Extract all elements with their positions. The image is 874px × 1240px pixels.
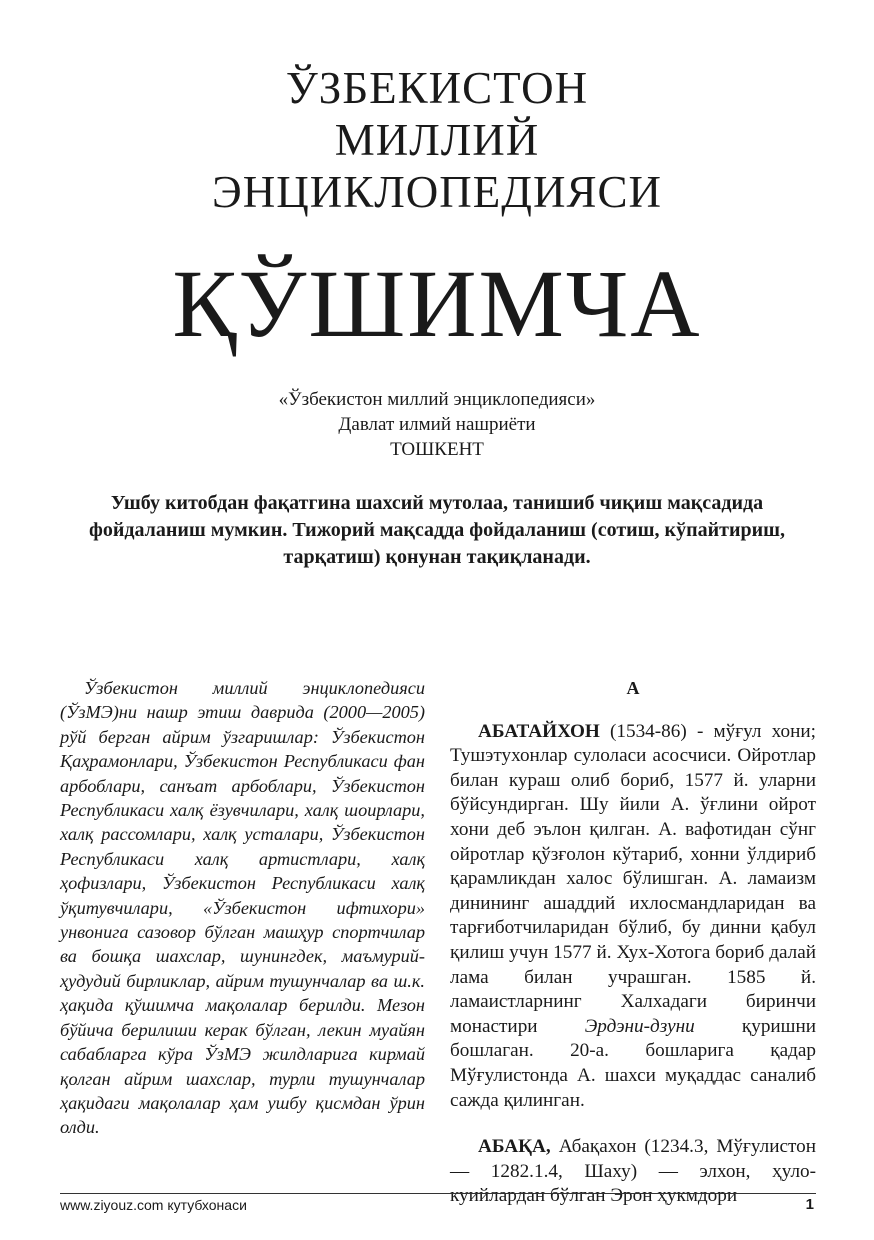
entry-text: Абақахон (1234.3, Мўғулистон — 1282.1.4, Шаху) — элхон, ҳуло-куийлардан бўлган Эрон ҳукмдори — [450, 1136, 816, 1207]
intro-paragraph: Ўзбекистон миллий энциклопедияси (ЎзМЭ)ни нашр этиш даврида (2000—2005) рўй берган айрим ўзгаришлар: Ўзбекистон Қаҳрамонлари, Ўзбекистон Республикаси фан арбоблари, санъат арбоблари, Ўзбекистон Республикаси халқ ёзувчилари, халқ шоирлари, халқ рассомлари, халқ усталари, Ўзбекистон Республикаси халқ артистлари, халқ ҳофизлари, Ўзбекистон Республикаси халқ ўқитувчилари, «Ўзбекистон ифтихори» унвонига сазовор бўлган машҳур спортчилар ва бошқа шахслар, шунингдек, маъмурий-ҳудудий бирликлар, айрим тушунчалар ва ш.к. ҳақида қўшимча мақолалар берилди. Мезон бўйича берилиши керак бўлган, лекин муайян сабабларга кўра ЎзМЭ жилдларига кирмай қолган айрим шахслар, турли тушунчалар ҳақидаги мақолалар ҳам ушбу қисмдан ўрин олди. — [60, 678, 425, 1138]
entry-headword: АБАТАЙХОН — [478, 720, 600, 742]
entry-abaqa — [450, 1135, 816, 1209]
entry-text-end: қуришни бошлаган. 20-а. бошларига қадар Мўғулистонда А. шахси муқаддас саналиб сажда қилинган. — [450, 1015, 816, 1111]
title-line-3: ЭНЦИКЛОПЕДИЯСИ — [212, 167, 662, 217]
footer-source: www.ziyouz.com кутубхонаси — [60, 1197, 247, 1213]
entry-italic-text: Эрдэни-дзуни — [584, 1015, 695, 1037]
section-letter: А — [626, 678, 640, 698]
footer-divider — [60, 1193, 816, 1194]
entries-column — [450, 676, 816, 1231]
volume-title: ҚЎШИМЧА — [172, 250, 702, 357]
title-line-1: ЎЗБЕКИСТОН — [285, 63, 589, 113]
publisher-city: ТОШКЕНТ — [390, 439, 484, 460]
publisher-line-1: «Ўзбекистон миллий энциклопедияси» — [278, 389, 596, 410]
entry-text: (1534-86) - мўғул хони; Тушэтухонлар сулоласи асосчиси. Ойротлар билан кураш олиб бориб, 1577 й. уларни бўйсундирган. Шу йили А. ўғлини ойрот хони деб эълон қилган. А. вафотидан сўнг ойротлар қўзғолон кўтариб, хонни ўлдириб қарамликдан халос бўлишган. А. ламаизм динининг ашаддий ихлосмандларидан ва тарғиботчиларидан бўлиб, бу динни қабул қилиш учун 1577 й. Хух-Хотога бориб далай лама билан учрашган. 1585 й. ламаистларнинг Халхадаги биринчи монастири — [450, 720, 816, 1037]
entry-abataykhon — [450, 720, 816, 1114]
usage-notice: Ушбу китобдан фақатгина шахсий мутолаа, танишиб чиқиш мақсадида фойдаланиш мумкин. Тижорий мақсадда фойдаланиш (сотиш, кўпайтириш, тарқатиш) қонунан тақиқланади. — [88, 492, 786, 568]
page-number: 1 — [805, 1196, 814, 1213]
encyclopedia-title — [0, 62, 874, 218]
publisher-line-2: Давлат илмий нашриёти — [338, 414, 536, 435]
entry-headword: АБАҚА, — [478, 1136, 551, 1158]
intro-column — [60, 676, 425, 1140]
title-line-2: МИЛЛИЙ — [334, 115, 540, 165]
publisher-block — [0, 387, 874, 462]
